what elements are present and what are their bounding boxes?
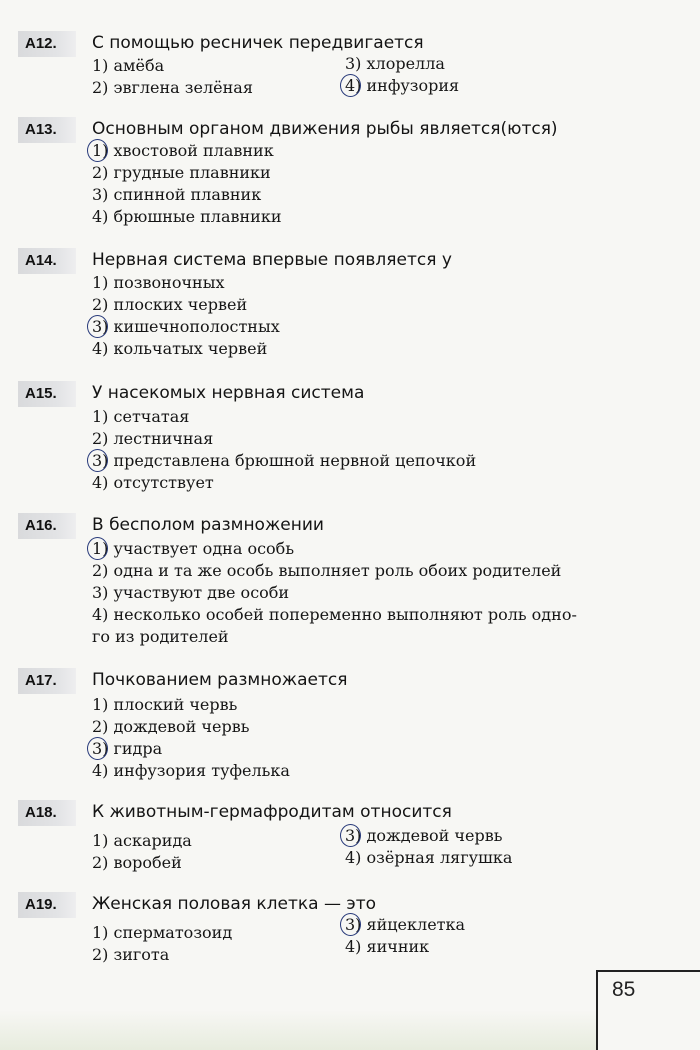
question-number-tag: А12.: [18, 31, 76, 57]
question-text: С помощью ресничек передвигается: [92, 33, 424, 53]
option-3: 3) дождевой червь: [345, 825, 512, 847]
options-list: [92, 140, 282, 228]
option-3: 3) спинной плавник: [92, 185, 262, 204]
question-text: В бесполом размножении: [92, 515, 324, 535]
option-4: 4) инфузория туфелька: [92, 761, 290, 780]
options-col-2: [345, 825, 512, 869]
option-3: 3) кишечнополостных: [92, 316, 280, 338]
option-3: 3) гидра: [92, 738, 290, 760]
option-2: 2) грудные плавники: [92, 163, 271, 182]
options-col-2: [345, 53, 459, 97]
option-3: 3) представлена брюшной нервной цепочкой: [92, 450, 476, 472]
option-2: 2) дождевой червь: [92, 717, 250, 736]
options-col-1: [92, 830, 192, 874]
options-col-1: [92, 922, 232, 966]
question-text: У насекомых нервная система: [92, 383, 365, 403]
question-number-tag: А14.: [18, 248, 76, 274]
option-1: 1) сперматозоид: [92, 923, 233, 942]
option-2: 2) плоских червей: [92, 295, 248, 314]
option-4: 4) несколько особей попеременно выполняют роль одно-: [92, 605, 577, 624]
option-2: 2) одна и та же особь выполняет роль обоих родителей: [92, 561, 562, 580]
question-text: Основным органом движения рыбы является(ются): [92, 119, 558, 139]
option-4: 4) брюшные плавники: [92, 207, 282, 226]
page-bottom-shade: [0, 1010, 596, 1050]
question-text: Женская половая клетка — это: [92, 894, 377, 914]
option-1: 1) участвует одна особь: [92, 538, 577, 560]
option-4: 4) кольчатых червей: [92, 339, 268, 358]
options-col-2: [345, 914, 465, 958]
option-2: 2) воробей: [92, 853, 182, 872]
options-list: [92, 272, 280, 360]
option-4: 4) яичник: [345, 937, 430, 956]
question-number-tag: А18.: [18, 800, 76, 826]
option-2: 2) эвглена зелёная: [92, 78, 253, 97]
options-list: [92, 694, 290, 782]
options-col-1: [92, 55, 253, 99]
option-3: 3) яйцеклетка: [345, 914, 465, 936]
option-4-continued: го из родителей: [92, 627, 229, 646]
option-1: 1) сетчатая: [92, 407, 190, 426]
question-number-tag: А19.: [18, 892, 76, 918]
question-number-tag: А17.: [18, 668, 76, 694]
option-2: 2) лестничная: [92, 429, 214, 448]
option-4: 4) инфузория: [345, 75, 459, 97]
question-text: Нервная система впервые появляется у: [92, 250, 452, 270]
question-text: Почкованием размножается: [92, 670, 348, 690]
option-1: 1) аскарида: [92, 831, 192, 850]
question-text: К животным-гермафродитам относится: [92, 802, 452, 822]
question-number-tag: А16.: [18, 513, 76, 539]
question-number-tag: А13.: [18, 117, 76, 143]
question-number-tag: А15.: [18, 381, 76, 407]
option-4: 4) отсутствует: [92, 473, 214, 492]
option-3: 3) участвуют две особи: [92, 583, 290, 602]
option-1: 1) позвоночных: [92, 273, 225, 292]
option-4: 4) озёрная лягушка: [345, 848, 513, 867]
option-3: 3) хлорелла: [345, 54, 445, 73]
option-1: 1) хвостовой плавник: [92, 140, 282, 162]
option-1: 1) плоский червь: [92, 695, 238, 714]
options-list: [92, 406, 476, 494]
options-list: [92, 538, 577, 648]
option-2: 2) зигота: [92, 945, 170, 964]
page-number: 85: [612, 978, 636, 1001]
option-1: 1) амёба: [92, 56, 165, 75]
